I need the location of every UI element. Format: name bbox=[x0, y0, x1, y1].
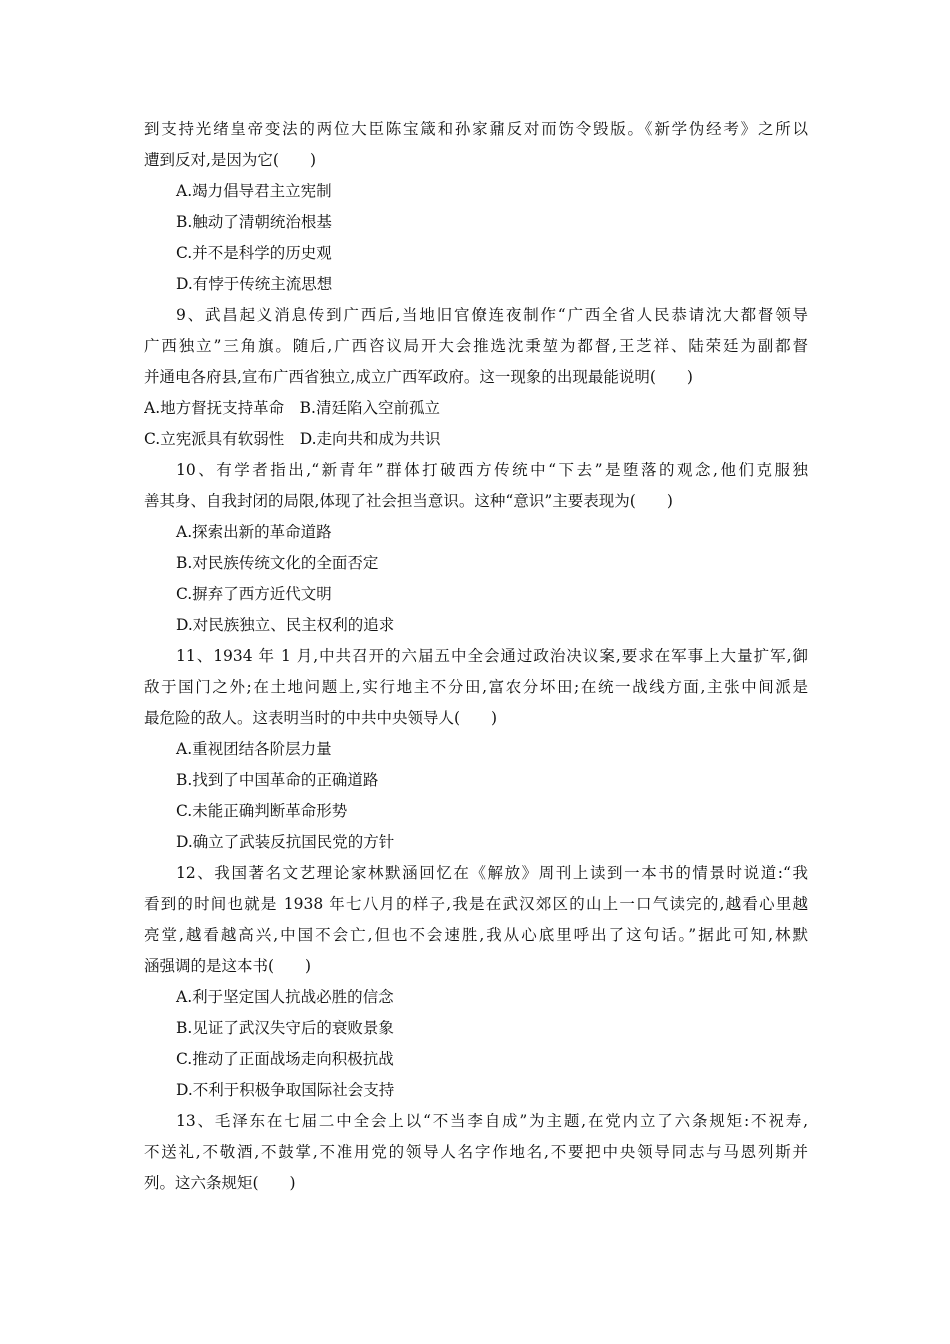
question-12 bbox=[144, 858, 808, 1106]
option-c: C.摒弃了西方近代文明 bbox=[176, 585, 332, 603]
option-d: D.有悖于传统主流思想 bbox=[176, 275, 333, 293]
option-a: A.竭力倡导君主立宪制 bbox=[176, 182, 332, 200]
option-d: D.不利于积极争取国际社会支持 bbox=[176, 1081, 395, 1099]
question-stem-line: 看到的时间也就是 1938 年七八月的样子,我是在武汉郊区的山上一口气读完的,越看心里越 bbox=[144, 895, 808, 913]
question-stem-line: 11、1934 年 1 月,中共召开的六届五中全会通过政治决议案,要求在军事上大量扩军,御 bbox=[176, 647, 808, 665]
option-d: D.确立了武装反抗国民党的方针 bbox=[176, 833, 395, 851]
option-a: A.重视团结各阶层力量 bbox=[176, 740, 332, 758]
option-b: B.触动了清朝统治根基 bbox=[176, 213, 332, 231]
question-stem-line: 9、武昌起义消息传到广西后,当地旧官僚连夜制作“广西全省人民恭请沈大都督领导 bbox=[176, 306, 808, 324]
option-c: C.并不是科学的历史观 bbox=[176, 244, 332, 262]
question-stem-line: 到支持光绪皇帝变法的两位大臣陈宝箴和孙家鼐反对而饬令毁版。《新学伪经考》之所以 bbox=[144, 120, 808, 138]
question-stem-line: 13、毛泽东在七届二中全会上以“不当李自成”为主题,在党内立了六条规矩:不祝寿, bbox=[176, 1112, 808, 1130]
question-stem-line: 涵强调的是这本书( ) bbox=[144, 957, 312, 975]
option-c: C.推动了正面战场走向积极抗战 bbox=[176, 1050, 394, 1068]
question-stem-line: 并通电各府县,宣布广西省独立,成立广西军政府。这一现象的出现最能说明( ) bbox=[144, 368, 693, 386]
question-stem-line: 10、有学者指出,“新青年”群体打破西方传统中“下去”是堕落的观念,他们克服独 bbox=[176, 461, 808, 479]
question-stem-line: 遭到反对,是因为它( ) bbox=[144, 151, 317, 169]
question-10 bbox=[144, 455, 808, 641]
question-stem-line: 广西独立”三角旗。随后,广西咨议局开大会推选沈秉堃为都督,王芝祥、陆荣廷为副都督 bbox=[144, 337, 808, 355]
option-c: C.未能正确判断革命形势 bbox=[176, 802, 348, 820]
question-stem-line: 最危险的敌人。这表明当时的中共中央领导人( ) bbox=[144, 709, 498, 727]
question-stem-line: 列。这六条规矩( ) bbox=[144, 1174, 296, 1192]
question-stem-line: 不送礼,不敬酒,不鼓掌,不准用党的领导人名字作地名,不要把中央领导同志与马恩列斯并 bbox=[144, 1143, 808, 1161]
option-b: B.找到了中国革命的正确道路 bbox=[176, 771, 379, 789]
question-11 bbox=[144, 641, 808, 858]
question-9 bbox=[144, 300, 808, 455]
question-8 bbox=[144, 114, 808, 300]
question-13 bbox=[144, 1106, 808, 1199]
question-stem-line: 亮堂,越看越高兴,中国不会亡,但也不会速胜,我从心底里呼出了这句话。”据此可知,林默 bbox=[144, 926, 808, 944]
question-stem-line: 敌于国门之外;在土地问题上,实行地主不分田,富农分坏田;在统一战线方面,主张中间派是 bbox=[144, 678, 808, 696]
option-row-ab: A.地方督抚支持革命 B.清廷陷入空前孤立 bbox=[144, 399, 440, 417]
option-a: A.探索出新的革命道路 bbox=[176, 523, 332, 541]
question-list bbox=[144, 114, 808, 1199]
option-a: A.利于坚定国人抗战必胜的信念 bbox=[176, 988, 394, 1006]
option-row-cd: C.立宪派具有软弱性 D.走向共和成为共识 bbox=[144, 430, 441, 448]
option-b: B.见证了武汉失守后的衰败景象 bbox=[176, 1019, 394, 1037]
option-d: D.对民族独立、民主权利的追求 bbox=[176, 616, 395, 634]
question-stem-line: 善其身、自我封闭的局限,体现了社会担当意识。这种“意识”主要表现为( ) bbox=[144, 492, 673, 510]
question-stem-line: 12、我国著名文艺理论家林默涵回忆在《解放》周刊上读到一本书的情景时说道:“我 bbox=[176, 864, 808, 882]
option-b: B.对民族传统文化的全面否定 bbox=[176, 554, 379, 572]
